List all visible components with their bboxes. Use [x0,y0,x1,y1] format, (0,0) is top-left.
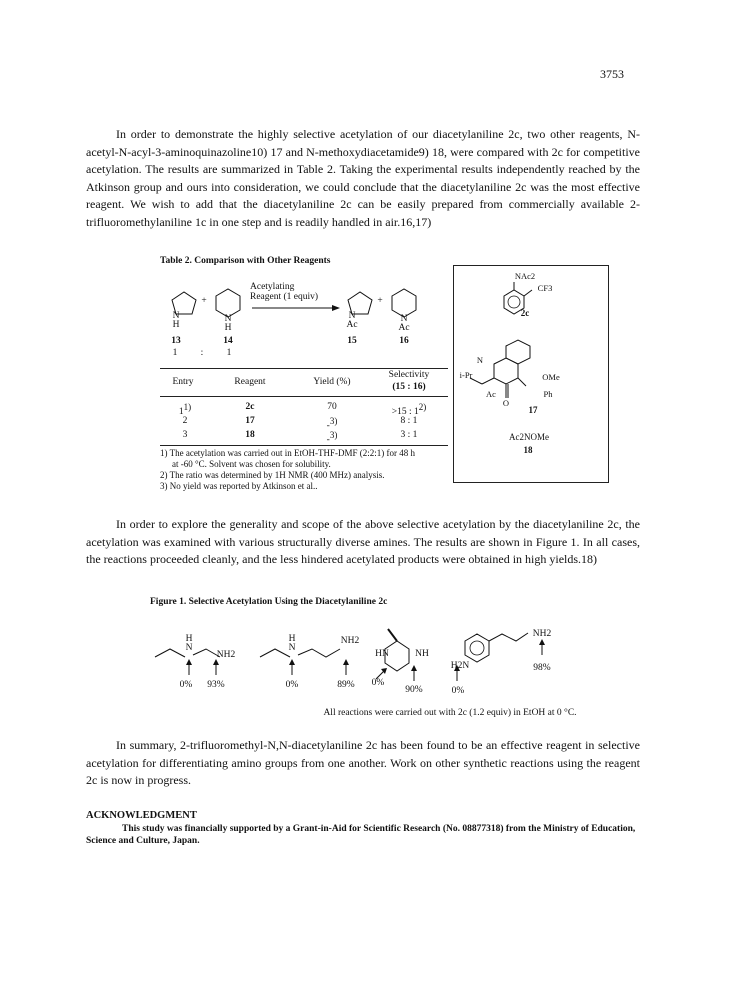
nac2-label: NAc2 [514,271,536,281]
row1-reagent: 2c [245,402,255,412]
row2-entry: 2 [182,416,188,426]
fig-d-yield-right: 98% [533,663,551,673]
table-note-1-cont: at -60 °C. Solvent was chosen for solubility. [172,459,331,469]
row1-yield: 70 [327,402,337,412]
row2-reagent: 17 [245,416,255,426]
paragraph-summary-text: In summary, 2-trifluoromethyl-N,N-diacetylaniline 2c has been found to be an effective reagent in selective acetylation for differentiating amino groups from one another. Work on other synthetic reactions using the reagent 2c is now in progress. [86,738,640,787]
n-atom-14: N [224,314,232,324]
row2-selectivity: 8 : 1 [400,416,418,426]
header-yield: Yield (%) [313,377,351,387]
paragraph-scope [86,516,640,569]
row3-reagent: 18 [245,430,255,440]
fig-b-n: N [288,643,296,653]
ipr-label: i-Pr [459,370,473,380]
compound-18-label: 18 [523,445,533,455]
fig-c-yield-left: 0% [371,678,385,688]
page-number: 3753 [600,67,624,81]
fig-d-h2n: H2N [450,661,470,671]
row3-yield-sup: 3) [329,430,338,440]
ome-label: OMe [542,372,560,382]
plus-sign: + [201,296,207,306]
paragraph-intro-text: In order to demonstrate the highly selective acetylation of our diacetylaniline 2c, two other reagents, N-acetyl-N-acyl-3-aminoquinazoline10) 17 and N-methoxydiacetamide9) 18, were compared with 2c for competitive acetylation. The results are summarized in Table 2. Taking the experimental results independently reached by the Atkinson group and ours into consideration, we could conclude that the diacetylaniline 2c was the most effective reagent. We wish to add that the diacetylaniline 2c can be easily prepared from commercially available 2-trifluoromethylaniline 1c in one step and is readily handled in air.16,17) [86,127,640,229]
o-label-17: O [502,398,510,408]
row3-selectivity: 3 : 1 [400,430,418,440]
row3-yield-cell [312,430,352,445]
header-reagent: Reagent [234,377,266,387]
ratio-right: 1 [226,348,232,358]
compound-13-label: 13 [171,336,181,346]
plus-sign-2: + [377,296,383,306]
fig-c-nh: NH [415,649,429,659]
table-bottom-rule [160,445,448,446]
cf3-label: CF3 [537,283,553,293]
row3-yield: - [326,435,330,446]
fig-a-h: H [185,634,193,644]
fig-b-h: H [288,634,296,644]
fig-a-nh2: NH2 [216,650,236,660]
ack-text: This study was financially supported by a Grant-in-Aid for Scientific Research (No. 08877318) from the Ministry of Education, Science and Culture, Japan. [86,824,636,846]
header-entry: Entry [172,377,194,387]
compound-17-label: 17 [528,405,538,415]
table-caption: Table 2. Comparison with Other Reagents [160,256,331,266]
fig-c-hn: HN [375,649,389,659]
n-atom-13: N [172,311,180,321]
n-atom-15: N [348,311,356,321]
table-top-rule [160,368,448,369]
fig-a-n: N [185,643,193,653]
compound-2c-label: 2c [520,308,530,318]
paragraph-scope-text: In order to explore the generality and scope of the above selective acetylation by the diacetylaniline 2c, the acetylation was examined with various structurally diverse amines. The results are shown in Figure 1. In all cases, the reactions proceeded cleanly, and the less hindered acetylated products were obtained in high yields.18) [86,517,640,566]
table-header-rule [160,396,448,397]
ratio-colon: : [200,348,204,358]
n-label-17: N [476,355,484,365]
compound-15-label: 15 [347,336,357,346]
figure-caption: Figure 1. Selective Acetylation Using the Diacetylaniline 2c [150,597,388,607]
row2-yield-sup: 3) [329,416,338,426]
table-row [170,402,200,417]
paragraph-intro [86,126,640,231]
ac-label-17: Ac [486,389,496,399]
compound-14-label: 14 [223,336,233,346]
fig-d-yield-left: 0% [451,686,465,696]
row1-entry-sup: 1) [183,402,192,412]
fig-b-yield-right: 89% [337,680,355,690]
h-atom-13: H [172,320,180,330]
row3-entry: 3 [182,430,188,440]
fig-a-yield-right: 93% [207,680,225,690]
ph-label: Ph [543,389,553,399]
fig-d-nh2: NH2 [532,629,552,639]
table-note-1: 1) The acetylation was carried out in EtOH-THF-DMF (2:2:1) for 48 h [160,448,416,458]
fig-b-yield-left: 0% [285,680,299,690]
header-selectivity: Selectivity [388,370,430,380]
row1-selectivity: >15 : 1 [391,407,419,418]
n-atom-16: N [400,314,408,324]
row1-selectivity-cell [374,402,444,417]
ac-15: Ac [346,320,358,330]
table-note-2: 2) The ratio was determined by 1H NMR (400 MHz) analysis. [160,470,385,480]
reagent-label-line1: Acetylating [250,282,295,292]
ack-heading: ACKNOWLEDGMENT [86,810,197,821]
ratio-left: 1 [172,348,178,358]
fig-c-yield-right: 90% [405,685,423,695]
row1-entry: 1 [178,407,184,418]
paragraph-summary [86,737,640,790]
row1-sel-sup: 2) [418,402,427,412]
reagent-label-line2: Reagent (1 equiv) [250,292,319,302]
ac-16: Ac [398,323,410,333]
row2-yield-cell [312,416,352,431]
fig-b-nh2: NH2 [340,636,360,646]
fig-a-yield-left: 0% [179,680,193,690]
figure-footnote: All reactions were carried out with 2c (1.2 equiv) in EtOH at 0 °C. [323,708,577,718]
h-atom-14: H [224,323,232,333]
row2-yield: - [326,421,330,432]
header-selectivity-ratio: (15 : 16) [392,382,426,392]
compound-16-label: 16 [399,336,409,346]
formula-18: Ac2NOMe [509,432,549,442]
table-note-3: 3) No yield was reported by Atkinson et al.. [160,481,318,491]
